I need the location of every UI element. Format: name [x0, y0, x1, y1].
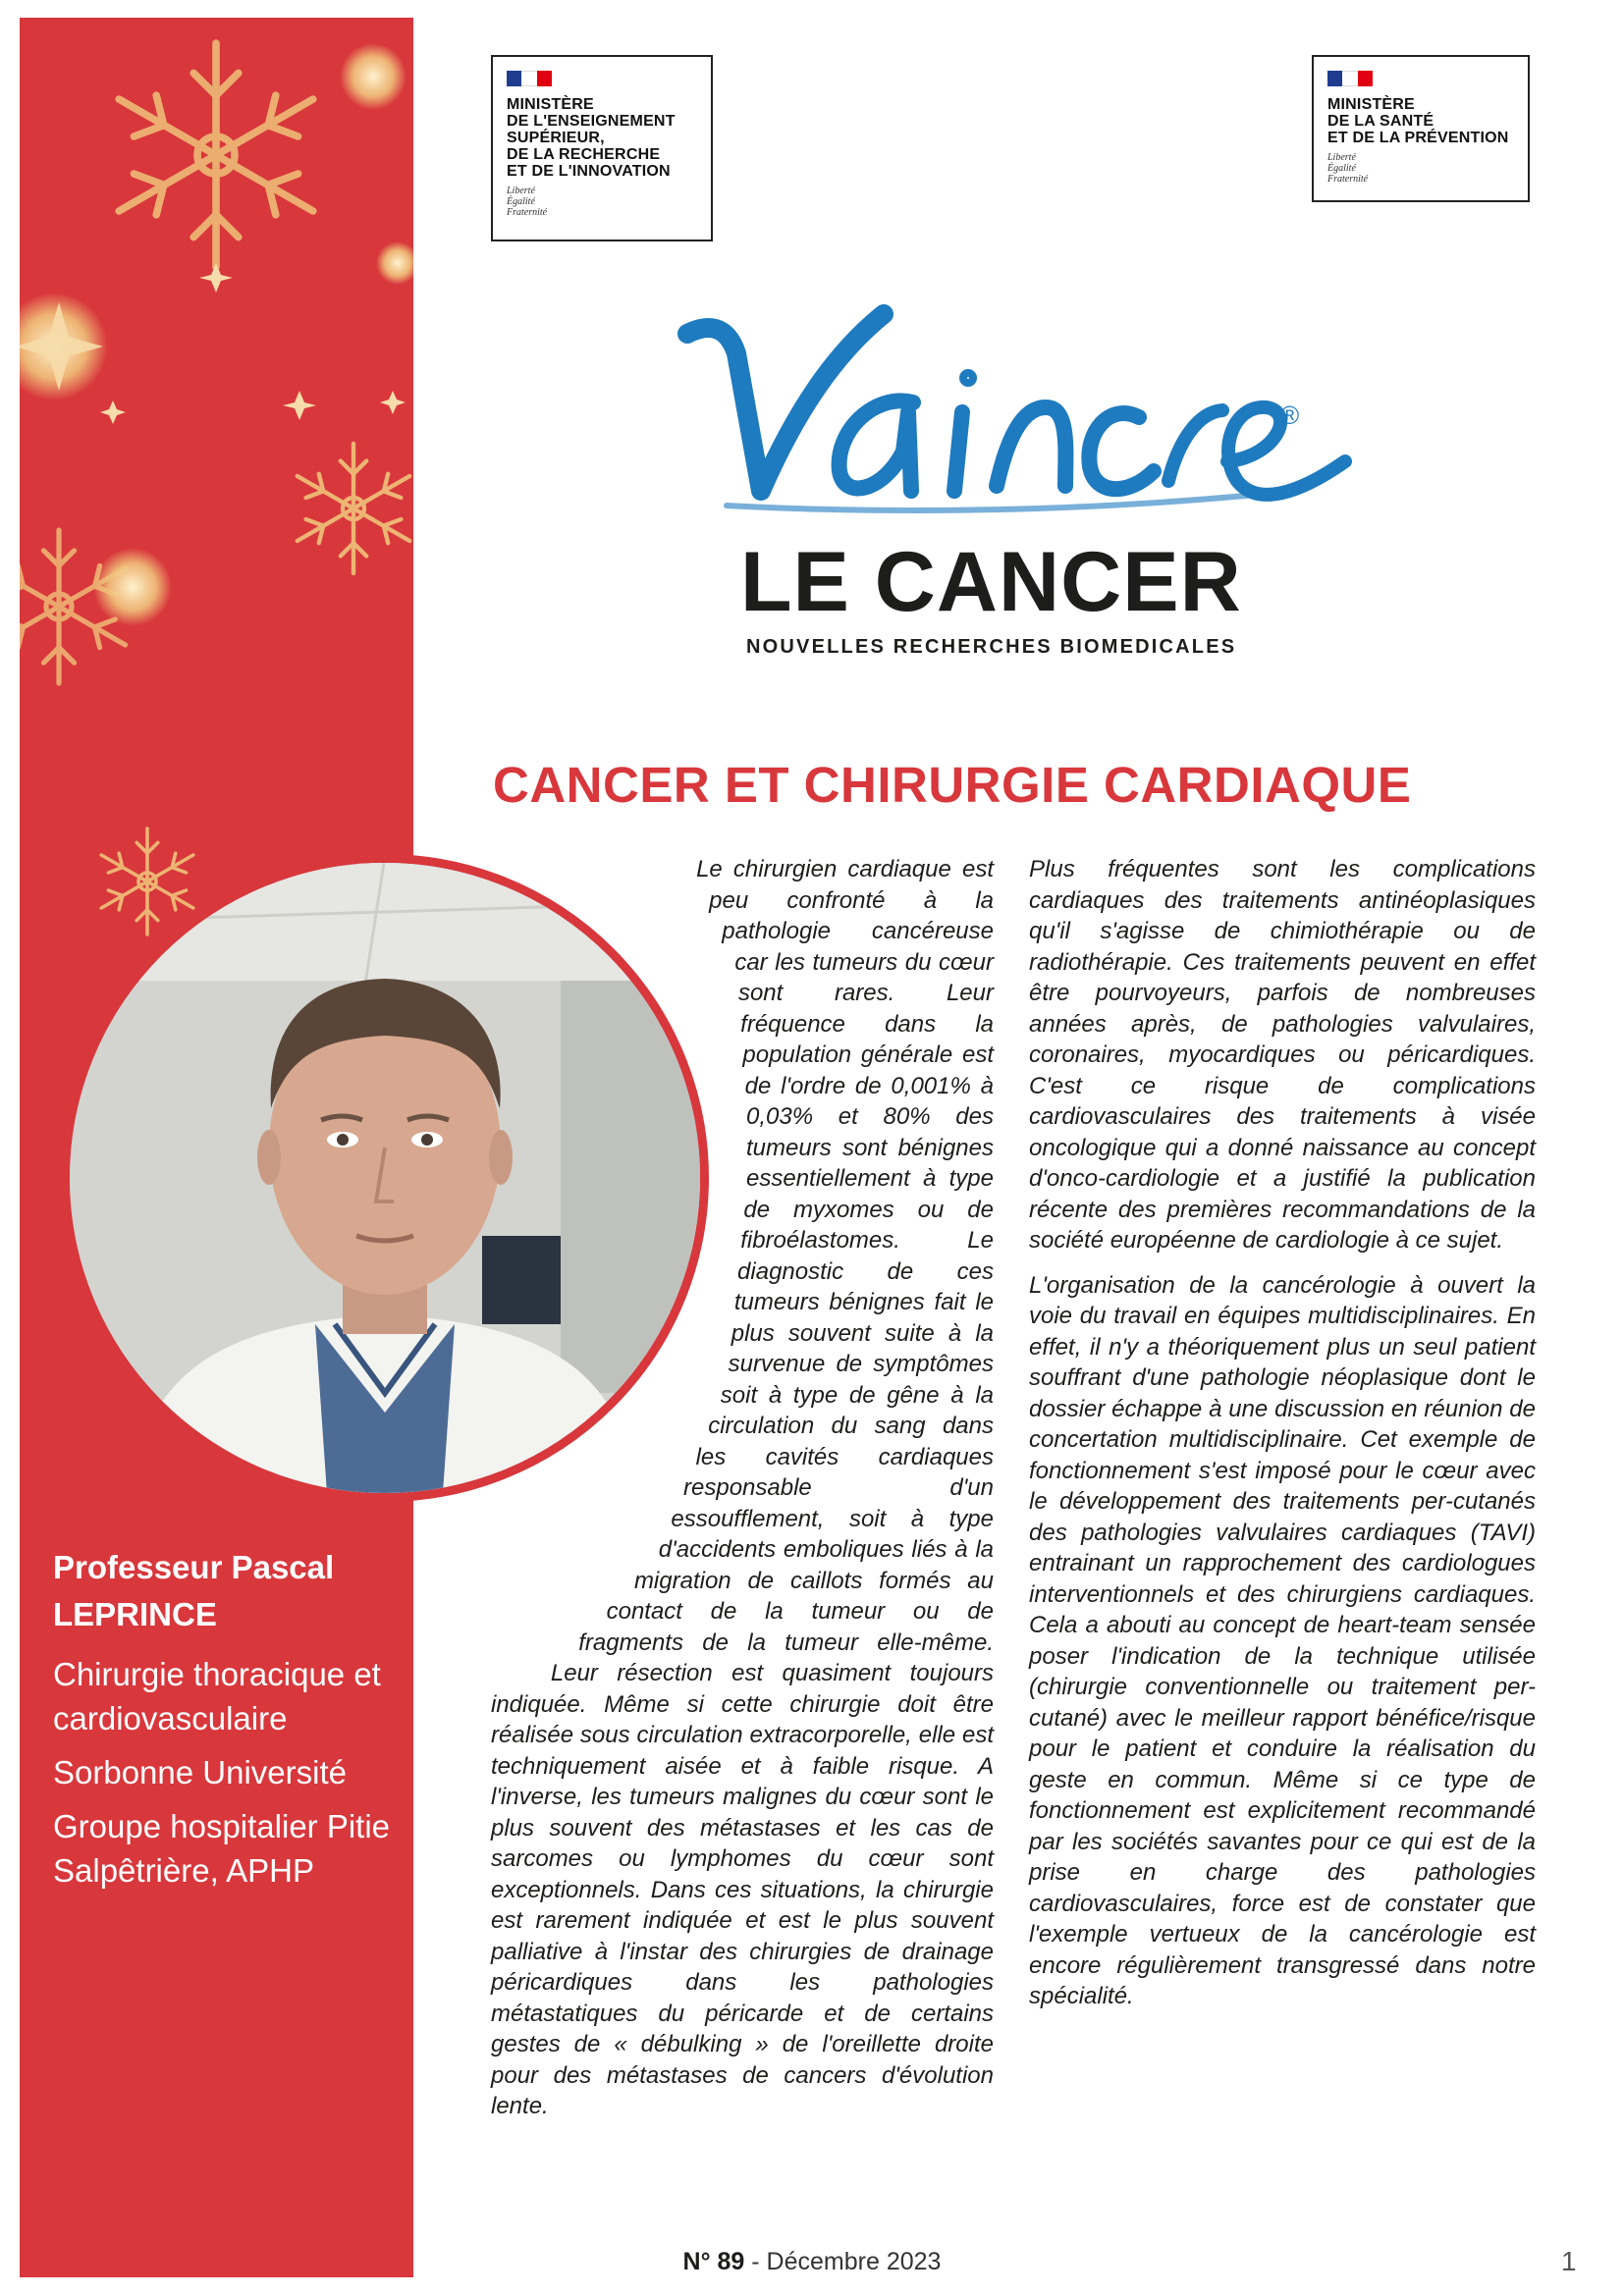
author-name: Professeur Pascal LEPRINCE	[53, 1549, 335, 1632]
snowflake-icon	[298, 444, 409, 573]
french-flag-icon	[507, 71, 552, 86]
ministry-health-motto: Liberté Égalité Fraternité	[1327, 152, 1369, 185]
author-block	[53, 1544, 406, 1893]
star-icon	[100, 400, 126, 424]
page-number: 1	[1561, 2246, 1577, 2276]
snowflake-icon	[101, 828, 193, 934]
snowflake-icon	[119, 43, 313, 267]
ministry-health-logo	[1312, 55, 1530, 202]
author-university: Sorbonne Université	[53, 1754, 347, 1790]
french-flag-icon	[1327, 71, 1373, 86]
article-title: CANCER ET CHIRURGIE CARDIAQUE	[493, 757, 1412, 813]
light-bulb-icon	[93, 548, 172, 626]
article-paragraph: L'organisation de la cancérologie à ouvert la voie du travail en équipes multidisciplinaires. En effet, il n'y a théoriquement plus un seul patient souffrant d'une pathologie néoplasique dont le dossier échappe à une discussion en réunion de concertation multidisciplinaire. Cet exemple de fonctionnement s'est imposé pour le cœur avec le développement des traitements per-cutanés des pathologies valvulaires cardiaques (TAVI) entrainant un rapprochement des cardiologues interventionnels et des chirurgiens cardiaques. Cela a abouti au concept de heart-team sensée poser l'indication de la technique utilisée (chirurgie conventionnelle ou traitement per-cutané) avec le meilleur rapport bénéfice/risque pour le patient et conduire la réalisation du geste en commun. Même si ce type de fonctionnement est explicitement recommandé par les sociétés savantes pour ce qui est de la prise en charge des pathologies cardiovasculaires, force est de constater que l'exemple vertueux de la cancérologie est encore régulièrement transgressé dans notre spécialité.	[1029, 1271, 1536, 2009]
ministry-research-name: MINISTÈRE DE L'ENSEIGNEMENT SUPÉRIEUR, DE LA RECHERCHE ET DE L'INNOVATION	[507, 96, 676, 180]
issue-date: - Décembre 2023	[744, 2248, 942, 2275]
star-icon	[380, 391, 406, 414]
vaincre-logo	[668, 294, 1375, 530]
registered-mark: ®	[1280, 400, 1300, 430]
ministry-health-name: MINISTÈRE DE LA SANTÉ ET DE LA PRÉVENTION	[1327, 96, 1509, 146]
article-column-left	[491, 854, 994, 2120]
light-bulb-icon	[340, 43, 406, 110]
masthead	[668, 294, 1375, 687]
footer	[0, 2248, 1624, 2276]
christmas-decoration	[20, 18, 413, 999]
star-icon	[199, 263, 233, 293]
article-paragraph: Plus fréquentes sont les complications cardiaques des traitements antinéoplasiques qu'il s'agisse de chimiothérapie ou de radiothérapie. Ces traitements peuvent en effet être pourvoyeurs, parfois de nombreuses années après, de pathologies valvulaires, coronaires, myocardiques ou péricardiques. C'est ce risque de complications cardiovasculaires des traitements à visée oncologique qui a donné naissance au concept d'onco-cardiologie et a justifié la publication récente des premières recommandations de la société européenne de cardiologie à ce sujet.	[1029, 856, 1536, 1254]
masthead-subtitle: NOUVELLES RECHERCHES BIOMEDICALES	[746, 636, 1237, 658]
article-column-right	[1029, 854, 1536, 2120]
ministry-research-motto: Liberté Égalité Fraternité	[507, 186, 548, 218]
article-paragraph: Le chirurgien cardiaque est peu confronté à la pathologie cancéreuse car les tumeurs du cœur sont rares. Leur fréquence dans la population générale est de l'ordre de 0,001% à 0,03% et 80% des tumeurs sont bénignes essentiellement à type de myxomes ou de fibroélastomes. Le diagnostic de ces tumeurs bénignes fait le plus souvent suite à la survenue de symptômes soit à type de gêne à la circulation du sang dans les cavités cardiaques responsable d'un essoufflement, soit à type d'accidents emboliques liés à la migration de caillots formés au contact de la tumeur ou de fragments de la tumeur elle-même. Leur résection est quasiment toujours indiquée. Même si cette chirurgie doit être réalisée sous circulation extracorporelle, elle est techniquement aisée et à faible risque. A l'inverse, les tumeurs malignes du cœur sont le plus souvent des métastases et les cas de sarcomes ou lymphomes du cœur sont exceptionnels. Dans ces situations, la chirurgie est rarement indiquée et est le plus souvent palliative à l'instar des chirurgies de drainage péricardiques dans les pathologies métastatiques du péricarde et de certains gestes de « débulking » de l'oreillette droite pour des métastases de cancers d'évolution lente.	[491, 856, 994, 2119]
star-icon	[283, 391, 316, 420]
light-bulb-icon	[376, 241, 413, 285]
issue-number: N° 89	[682, 2248, 745, 2275]
ministry-research-logo	[491, 55, 713, 241]
author-department: Chirurgie thoracique et cardiovasculaire	[53, 1656, 381, 1736]
author-hospital: Groupe hospitalier Pitie Salpêtrière, APHP	[53, 1808, 391, 1889]
masthead-title: LE CANCER	[740, 535, 1242, 629]
